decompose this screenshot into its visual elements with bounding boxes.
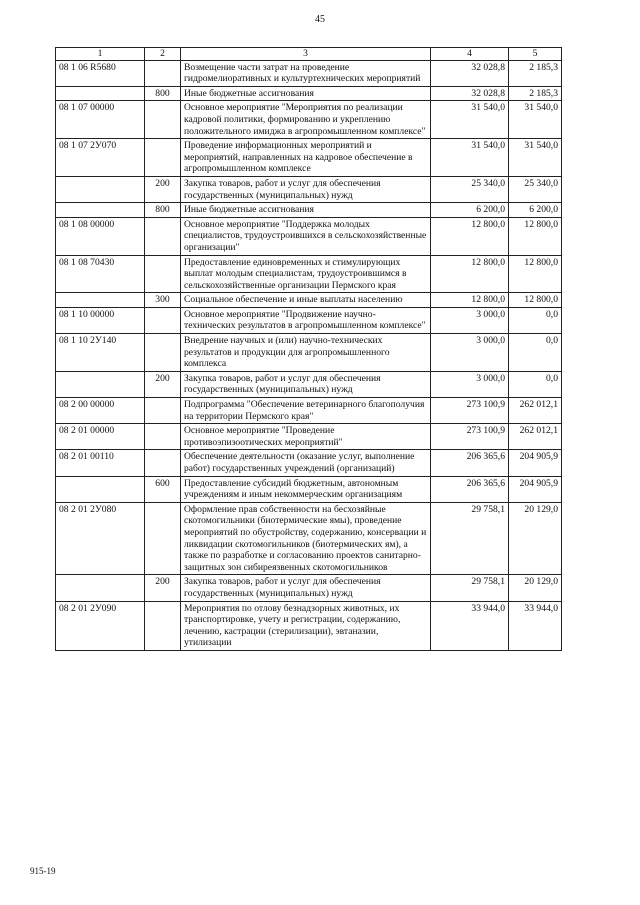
row-code-cell	[56, 86, 145, 101]
row-type-cell: 600	[145, 476, 181, 502]
table-row	[56, 371, 562, 397]
row-code-cell	[56, 371, 145, 397]
row-code-cell	[56, 203, 145, 218]
row-value-2019-cell: 12 800,0	[431, 255, 509, 293]
row-value-2019-cell: 31 540,0	[431, 101, 509, 139]
row-value-2020-cell: 31 540,0	[509, 101, 562, 139]
row-name-cell: Возмещение части затрат на проведение гидромелиоративных и культуртехнических мероприятий	[181, 60, 431, 86]
row-type-cell	[145, 450, 181, 476]
column-header: 4	[431, 48, 509, 61]
row-value-2020-cell: 0,0	[509, 334, 562, 372]
row-value-2019-cell: 32 028,8	[431, 86, 509, 101]
row-value-2020-cell: 0,0	[509, 307, 562, 333]
row-value-2019-cell: 33 944,0	[431, 601, 509, 650]
column-header: 3	[181, 48, 431, 61]
row-value-2020-cell: 20 129,0	[509, 575, 562, 601]
row-code-cell: 08 2 01 00110	[56, 450, 145, 476]
row-type-cell: 200	[145, 176, 181, 202]
row-value-2020-cell: 33 944,0	[509, 601, 562, 650]
row-value-2019-cell: 206 365,6	[431, 476, 509, 502]
row-type-cell: 200	[145, 575, 181, 601]
row-value-2020-cell: 204 905,9	[509, 450, 562, 476]
table-body	[56, 60, 562, 650]
table-row	[56, 476, 562, 502]
row-name-cell: Предоставление субсидий бюджетным, автономным учреждениям и иным некоммерческим организациям	[181, 476, 431, 502]
table-row	[56, 450, 562, 476]
row-type-cell	[145, 255, 181, 293]
row-value-2020-cell: 6 200,0	[509, 203, 562, 218]
row-name-cell: Закупка товаров, работ и услуг для обеспечения государственных (муниципальных) нужд	[181, 575, 431, 601]
row-code-cell: 08 1 07 2У070	[56, 139, 145, 177]
row-name-cell: Иные бюджетные ассигнования	[181, 86, 431, 101]
row-name-cell: Социальное обеспечение и иные выплаты населению	[181, 293, 431, 308]
table-row	[56, 255, 562, 293]
row-name-cell: Обеспечение деятельности (оказание услуг, выполнение работ) государственных учреждений (организаций)	[181, 450, 431, 476]
table-row	[56, 575, 562, 601]
budget-table	[55, 47, 562, 651]
row-value-2020-cell: 20 129,0	[509, 502, 562, 575]
table-row	[56, 139, 562, 177]
row-code-cell	[56, 575, 145, 601]
row-name-cell: Основное мероприятие "Поддержка молодых специалистов, трудоустроившихся в сельскохозяйственные организации"	[181, 217, 431, 255]
table-row	[56, 398, 562, 424]
row-code-cell: 08 1 06 R5680	[56, 60, 145, 86]
row-code-cell: 08 1 08 00000	[56, 217, 145, 255]
row-value-2019-cell: 12 800,0	[431, 293, 509, 308]
table-header-row	[56, 48, 562, 61]
row-value-2019-cell: 3 000,0	[431, 371, 509, 397]
row-value-2019-cell: 25 340,0	[431, 176, 509, 202]
row-type-cell	[145, 601, 181, 650]
row-type-cell: 300	[145, 293, 181, 308]
row-code-cell	[56, 476, 145, 502]
row-value-2019-cell: 29 758,1	[431, 502, 509, 575]
column-header: 2	[145, 48, 181, 61]
row-value-2020-cell: 12 800,0	[509, 293, 562, 308]
row-code-cell	[56, 176, 145, 202]
row-type-cell: 800	[145, 86, 181, 101]
row-value-2020-cell: 12 800,0	[509, 217, 562, 255]
table-row	[56, 60, 562, 86]
column-header: 5	[509, 48, 562, 61]
row-value-2020-cell: 262 012,1	[509, 398, 562, 424]
row-code-cell	[56, 293, 145, 308]
row-code-cell: 08 1 10 00000	[56, 307, 145, 333]
row-value-2020-cell: 2 185,3	[509, 86, 562, 101]
row-value-2020-cell: 0,0	[509, 371, 562, 397]
row-name-cell: Внедрение научных и (или) научно-технических результатов и продукции для агропромышленного комплекса	[181, 334, 431, 372]
row-value-2019-cell: 3 000,0	[431, 334, 509, 372]
row-value-2019-cell: 273 100,9	[431, 424, 509, 450]
row-type-cell	[145, 101, 181, 139]
row-type-cell: 200	[145, 371, 181, 397]
page-number: 45	[315, 14, 325, 25]
row-value-2020-cell: 12 800,0	[509, 255, 562, 293]
row-code-cell: 08 1 10 2У140	[56, 334, 145, 372]
row-name-cell: Предоставление единовременных и стимулирующих выплат молодым специалистам, трудоустроившимся в сельскохозяйственные организации Пермского края	[181, 255, 431, 293]
row-code-cell: 08 2 01 2У080	[56, 502, 145, 575]
row-value-2020-cell: 25 340,0	[509, 176, 562, 202]
row-value-2020-cell: 204 905,9	[509, 476, 562, 502]
row-type-cell	[145, 139, 181, 177]
row-name-cell: Закупка товаров, работ и услуг для обеспечения государственных (муниципальных) нужд	[181, 371, 431, 397]
row-type-cell: 800	[145, 203, 181, 218]
table-row	[56, 334, 562, 372]
row-name-cell: Подпрограмма "Обеспечение ветеринарного благополучия на территории Пермского края"	[181, 398, 431, 424]
table-row	[56, 176, 562, 202]
row-type-cell	[145, 502, 181, 575]
row-name-cell: Проведение информационных мероприятий и мероприятий, направленных на кадровое обеспечение в агропромышленном комплексе	[181, 139, 431, 177]
row-code-cell: 08 2 00 00000	[56, 398, 145, 424]
table-row	[56, 502, 562, 575]
row-name-cell: Основное мероприятие "Проведение противоэпизоотических мероприятий"	[181, 424, 431, 450]
row-name-cell: Мероприятия по отлову безнадзорных животных, их транспортировке, учету и регистрации, содержанию, лечению, кастрации (стерилизации), эвтаназии, утилизации	[181, 601, 431, 650]
row-value-2019-cell: 32 028,8	[431, 60, 509, 86]
row-type-cell	[145, 334, 181, 372]
row-type-cell	[145, 307, 181, 333]
row-value-2019-cell: 206 365,6	[431, 450, 509, 476]
table-row	[56, 601, 562, 650]
row-code-cell: 08 1 07 00000	[56, 101, 145, 139]
column-header: 1	[56, 48, 145, 61]
row-type-cell	[145, 60, 181, 86]
row-name-cell: Оформление прав собственности на бесхозяйные скотомогильники (биотермические ямы), проведение мероприятий по обустройству, содержанию, консервации и ликвидации скотомогильников (биотермических ям), а также по разработке и согласованию проектов санитарно-защитных зон сибиреязвенных скотомогильников	[181, 502, 431, 575]
row-code-cell: 08 1 08 70430	[56, 255, 145, 293]
row-type-cell	[145, 217, 181, 255]
row-name-cell: Закупка товаров, работ и услуг для обеспечения государственных (муниципальных) нужд	[181, 176, 431, 202]
row-value-2020-cell: 2 185,3	[509, 60, 562, 86]
row-value-2019-cell: 6 200,0	[431, 203, 509, 218]
row-value-2019-cell: 12 800,0	[431, 217, 509, 255]
table-row	[56, 293, 562, 308]
row-name-cell: Иные бюджетные ассигнования	[181, 203, 431, 218]
row-value-2020-cell: 31 540,0	[509, 139, 562, 177]
table-row	[56, 307, 562, 333]
table-row	[56, 424, 562, 450]
row-value-2019-cell: 29 758,1	[431, 575, 509, 601]
row-type-cell	[145, 424, 181, 450]
row-name-cell: Основное мероприятие "Продвижение научно-технических результатов в агропромышленном комплексе"	[181, 307, 431, 333]
document-code: 915-19	[30, 866, 56, 876]
table-row	[56, 86, 562, 101]
table-row	[56, 217, 562, 255]
row-value-2019-cell: 31 540,0	[431, 139, 509, 177]
table-row	[56, 101, 562, 139]
row-type-cell	[145, 398, 181, 424]
row-code-cell: 08 2 01 2У090	[56, 601, 145, 650]
table-row	[56, 203, 562, 218]
row-name-cell: Основное мероприятие "Мероприятия по реализации кадровой политики, формированию и укреплению положительного имиджа в агропромышленном комплексе"	[181, 101, 431, 139]
row-code-cell: 08 2 01 00000	[56, 424, 145, 450]
row-value-2020-cell: 262 012,1	[509, 424, 562, 450]
row-value-2019-cell: 273 100,9	[431, 398, 509, 424]
row-value-2019-cell: 3 000,0	[431, 307, 509, 333]
